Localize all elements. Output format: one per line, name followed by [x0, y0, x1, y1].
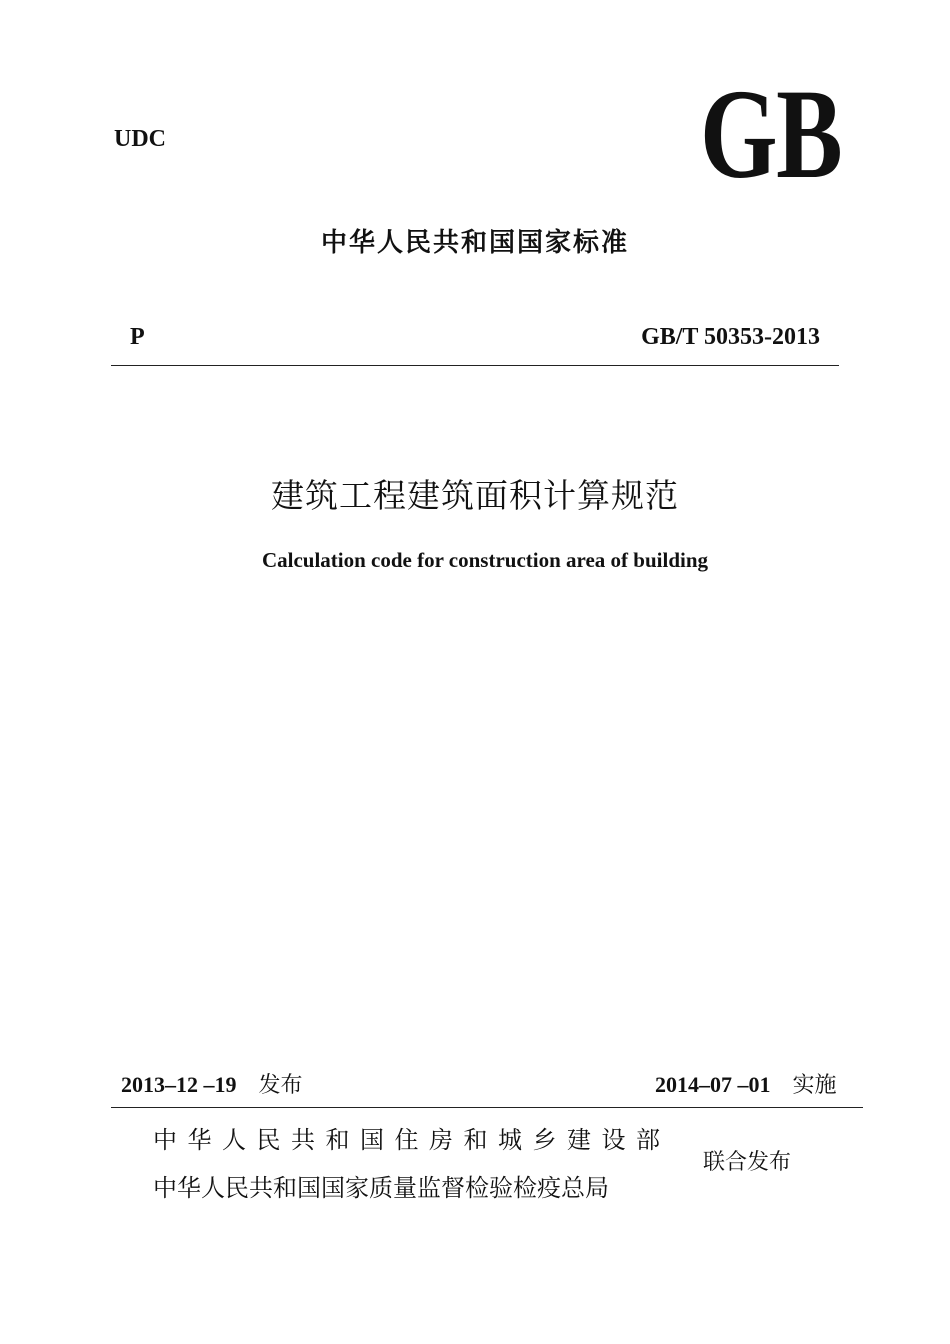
- footer-divider: [111, 1107, 863, 1108]
- document-title-chinese: 建筑工程建筑面积计算规范: [271, 476, 679, 515]
- gb-logo-mark: GB: [700, 63, 842, 205]
- joint-issue-label: 联合发布: [703, 1150, 792, 1175]
- classification-code: P: [130, 324, 145, 350]
- issue-date-line: [121, 1068, 303, 1099]
- udc-label: UDC: [114, 126, 166, 152]
- header-divider: [111, 365, 839, 366]
- national-standard-heading: 中华人民共和国国家标准: [320, 228, 629, 258]
- issuer-ministry: 中华人民共和国住房和城乡建设部: [153, 1126, 671, 1154]
- implementation-date: 2014–07 –01: [655, 1072, 771, 1097]
- implementation-label: 实施: [792, 1073, 837, 1098]
- issue-label: 发布: [258, 1073, 303, 1098]
- issue-date: 2013–12 –19: [121, 1072, 237, 1097]
- issuer-aqsiq: 中华人民共和国国家质量监督检验检疫总局: [153, 1174, 609, 1202]
- document-title-english: Calculation code for construction area of building: [261, 548, 709, 572]
- standard-number: GB/T 50353-2013: [641, 324, 820, 350]
- implementation-date-line: [655, 1068, 837, 1099]
